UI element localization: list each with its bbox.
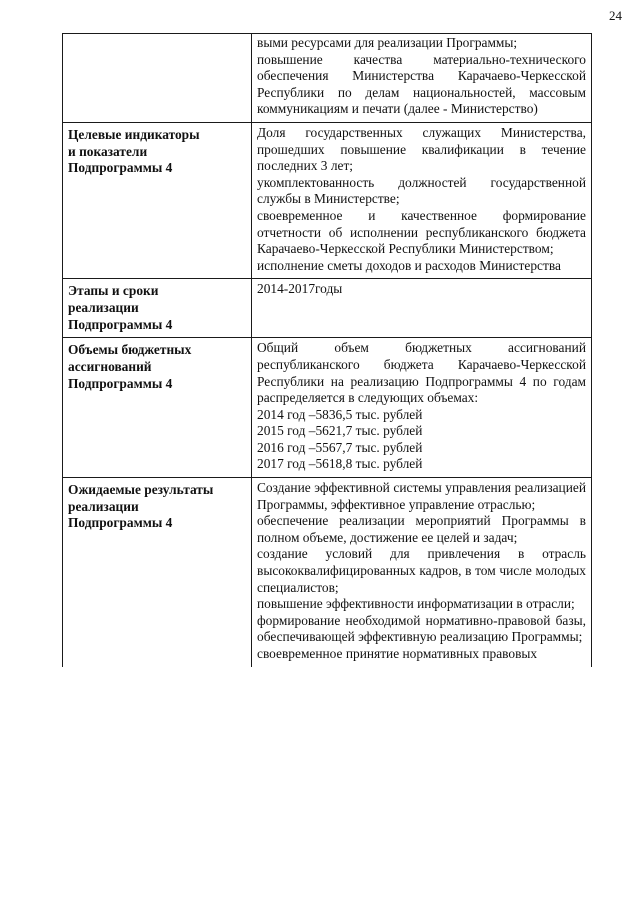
- row-content: [252, 34, 592, 123]
- content-line: 2015 год –5621,7 тыс. рублей: [257, 423, 423, 439]
- table-row: [63, 279, 592, 338]
- label-line: реализации: [68, 299, 139, 315]
- row-label-empty: [63, 34, 252, 123]
- content-line: укомплектованность должностей государственной службы в Министерстве;: [257, 174, 586, 207]
- table-row: [63, 122, 592, 278]
- label-line: Подпрограммы 4: [68, 316, 173, 332]
- content-line: 2014 год –5836,5 тыс. рублей: [257, 406, 423, 422]
- label-line: и показатели: [68, 143, 148, 159]
- table-row: [63, 478, 592, 667]
- label-line: Ожидаемые результаты: [68, 482, 214, 498]
- content-line: своевременное и качественное формирование отчетности об исполнении республиканского бюджета Карачаево-Черкесской Республики Министерством;: [257, 207, 586, 257]
- row-content: [252, 478, 592, 667]
- table-row: [63, 34, 592, 123]
- row-label: [63, 279, 252, 338]
- content-line: 2014-2017годы: [257, 281, 343, 297]
- page-number: 24: [609, 8, 622, 23]
- content-line: выми ресурсами для реализации Программы;: [257, 35, 518, 50]
- content-line: Общий объем бюджетных ассигнований республиканского бюджета Карачаево-Черкесской Республики на реализацию Подпрограммы 4 по годам распределяется в следующих объемах:: [257, 340, 586, 406]
- row-label: [63, 478, 252, 667]
- content-line: формирование необходимой нормативно-правовой базы, обеспечивающей эффективную реализацию Программы;: [257, 612, 586, 645]
- label-line: Этапы и сроки: [68, 283, 159, 299]
- label-line: Целевые индикаторы: [68, 126, 200, 142]
- label-line: Подпрограммы 4: [68, 375, 173, 391]
- content-line: 2017 год –5618,8 тыс. рублей: [257, 456, 423, 472]
- content-line: своевременное принятие нормативных правовых: [257, 646, 538, 661]
- content-line: обеспечение реализации мероприятий Программы в полном объеме, достижение ее целей и задач;: [257, 513, 586, 545]
- table-row: [63, 338, 592, 478]
- label-line: Подпрограммы 4: [68, 160, 173, 176]
- content-line: Создание эффективной системы управления реализацией Программы, эффективное управление отраслью;: [257, 480, 586, 512]
- label-line: реализации: [68, 498, 139, 514]
- row-label: [63, 122, 252, 278]
- content-line: создание условий для привлечения в отрасль высококвалифицированных кадров, в том числе молодых специалистов;: [257, 546, 586, 595]
- subprogram-passport-table: [62, 33, 592, 667]
- content-line: повышение качества материально-технического обеспечения Министерства Карачаево-Черкесской Республики по делам национальностей, массовым коммуникациям и печати (далее - Министерство): [257, 51, 586, 117]
- content-line: повышение эффективности информатизации в отрасли;: [257, 596, 575, 612]
- content-line: 2016 год –5567,7 тыс. рублей: [257, 439, 423, 455]
- row-content: [252, 338, 592, 478]
- label-line: Объемы бюджетных: [68, 342, 192, 358]
- label-line: ассигнований: [68, 358, 152, 374]
- label-line: Подпрограммы 4: [68, 515, 173, 531]
- row-label: [63, 338, 252, 478]
- row-content: [252, 122, 592, 278]
- content-line: исполнение сметы доходов и расходов Министерства: [257, 257, 561, 273]
- row-content: [252, 279, 592, 338]
- content-line: Доля государственных служащих Министерства, прошедших повышение квалификации в течение последних 3 лет;: [257, 124, 586, 174]
